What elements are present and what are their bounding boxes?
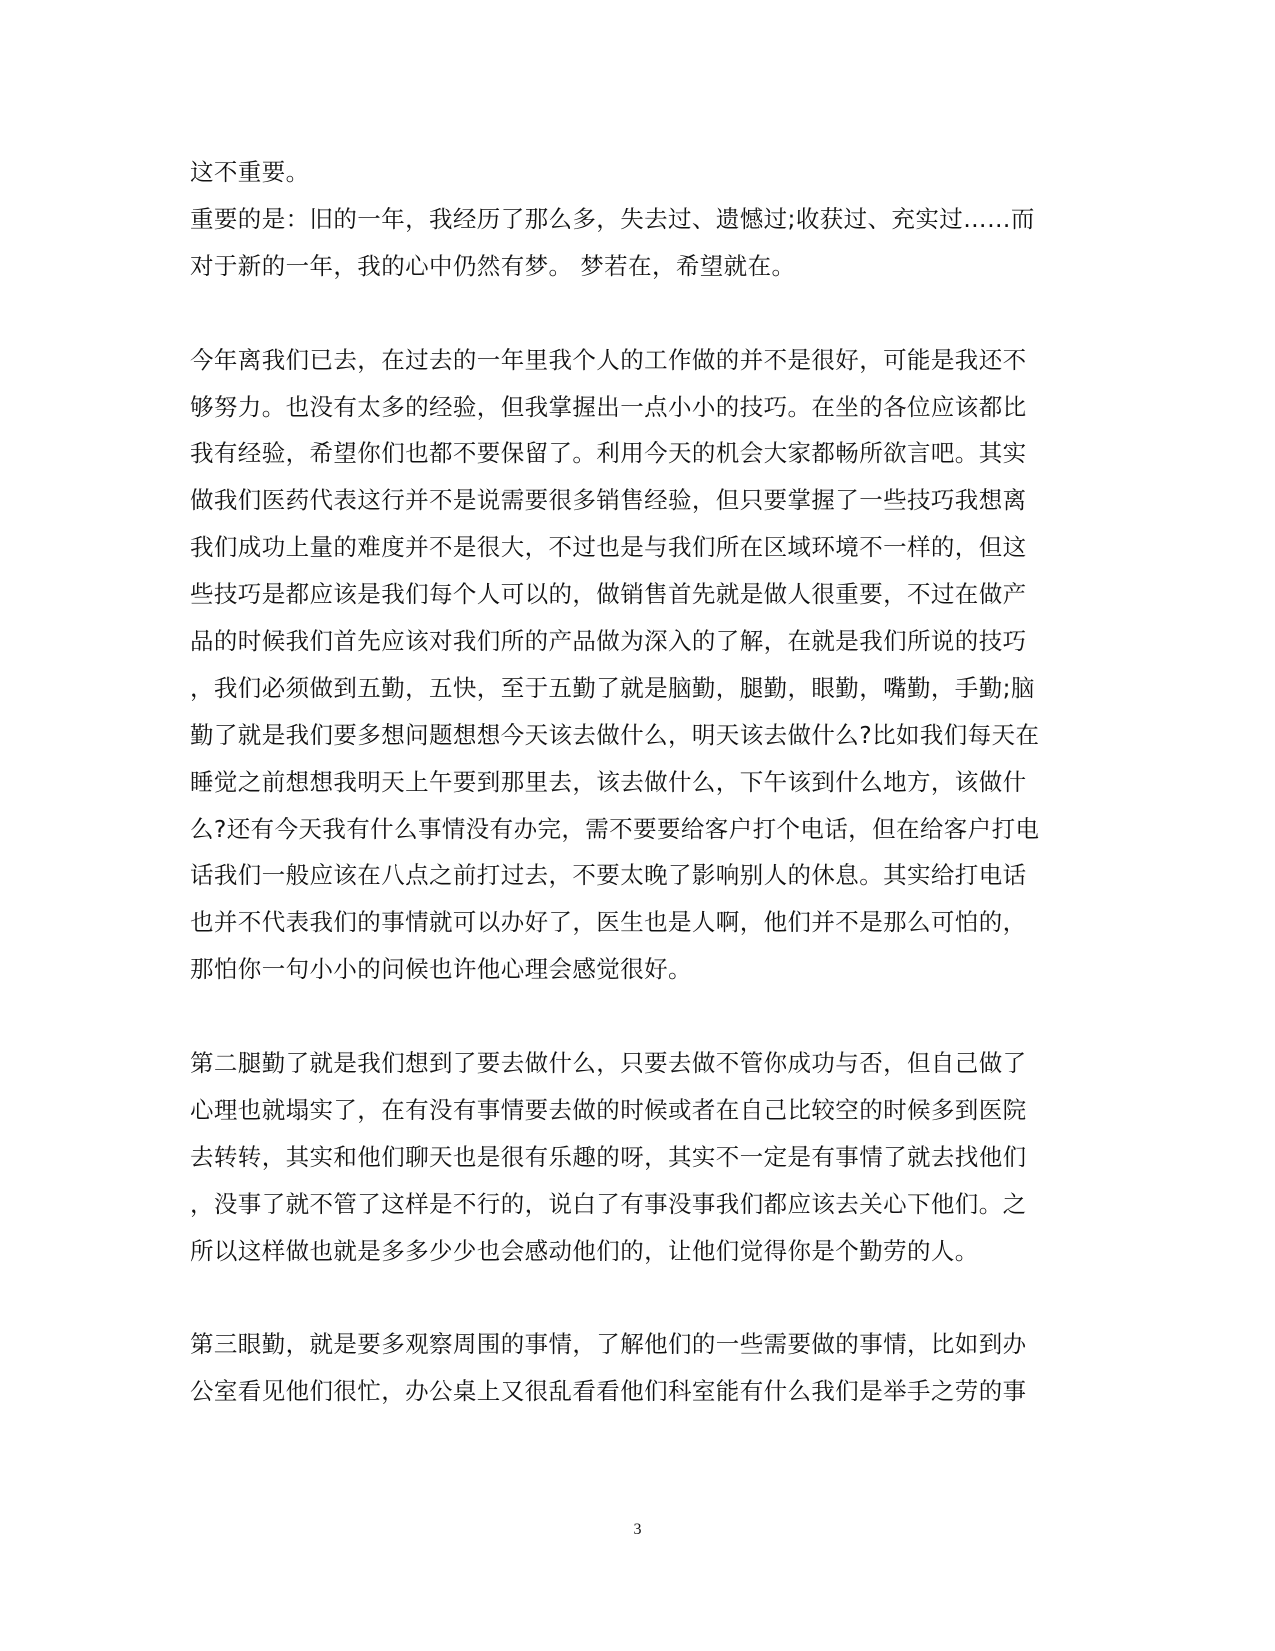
text-line: 心理也就塌实了，在有没有事情要去做的时候或者在自己比较空的时候多到医院 — [190, 1096, 1027, 1124]
text-line: 睡觉之前想想我明天上午要到那里去，该去做什么，下午该到什么地方，该做什 — [190, 768, 1027, 796]
text-line: 去转转，其实和他们聊天也是很有乐趣的呀，其实不一定是有事情了就去找他们 — [190, 1143, 1027, 1171]
text-line: 品的时候我们首先应该对我们所的产品做为深入的了解，在就是我们所说的技巧 — [190, 627, 1027, 655]
text-line: ，没事了就不管了这样是不行的，说白了有事没事我们都应该去关心下他们。之 — [190, 1190, 1027, 1218]
text-line: 做我们医药代表这行并不是说需要很多销售经验，但只要掌握了一些技巧我想离 — [190, 486, 1027, 514]
page-number: 3 — [633, 1521, 642, 1538]
text-line: 也并不代表我们的事情就可以办好了，医生也是人啊，他们并不是那么可怕的， — [190, 908, 1027, 936]
text-line: 第三眼勤，就是要多观察周围的事情，了解他们的一些需要做的事情，比如到办 — [190, 1330, 1027, 1358]
text-line: 够努力。也没有太多的经验，但我掌握出一点小小的技巧。在坐的各位应该都比 — [190, 393, 1027, 421]
text-line: 那怕你一句小小的问候也许他心理会感觉很好。 — [190, 955, 692, 983]
text-line: 公室看见他们很忙，办公桌上又很乱看看他们科室能有什么我们是举手之劳的事 — [190, 1377, 1027, 1405]
text-line: 我有经验，希望你们也都不要保留了。利用今天的机会大家都畅所欲言吧。其实 — [190, 439, 1027, 467]
text-line: 第二腿勤了就是我们想到了要去做什么，只要去做不管你成功与否，但自己做了 — [190, 1049, 1027, 1077]
text-line: 么?还有今天我有什么事情没有办完，需不要要给客户打个电话，但在给客户打电 — [190, 815, 1040, 843]
text-line: 这不重要。 — [190, 158, 310, 186]
text-line: 对于新的一年，我的心中仍然有梦。 梦若在，希望就在。 — [190, 252, 796, 280]
text-line: 话我们一般应该在八点之前打过去，不要太晚了影响别人的休息。其实给打电话 — [190, 861, 1027, 889]
text-line: 今年离我们已去，在过去的一年里我个人的工作做的并不是很好，可能是我还不 — [190, 346, 1027, 374]
text-line: 重要的是：旧的一年，我经历了那么多，失去过、遗憾过;收获过、充实过……而 — [190, 205, 1035, 233]
text-line: ，我们必须做到五勤，五快，至于五勤了就是脑勤，腿勤，眼勤，嘴勤，手勤;脑 — [190, 674, 1035, 702]
text-line: 些技巧是都应该是我们每个人可以的，做销售首先就是做人很重要，不过在做产 — [190, 580, 1027, 608]
text-line: 所以这样做也就是多多少少也会感动他们的，让他们觉得你是个勤劳的人。 — [190, 1237, 979, 1265]
text-line: 我们成功上量的难度并不是很大，不过也是与我们所在区域环境不一样的，但这 — [190, 533, 1027, 561]
text-line: 勤了就是我们要多想问题想想今天该去做什么，明天该去做什么?比如我们每天在 — [190, 721, 1040, 749]
